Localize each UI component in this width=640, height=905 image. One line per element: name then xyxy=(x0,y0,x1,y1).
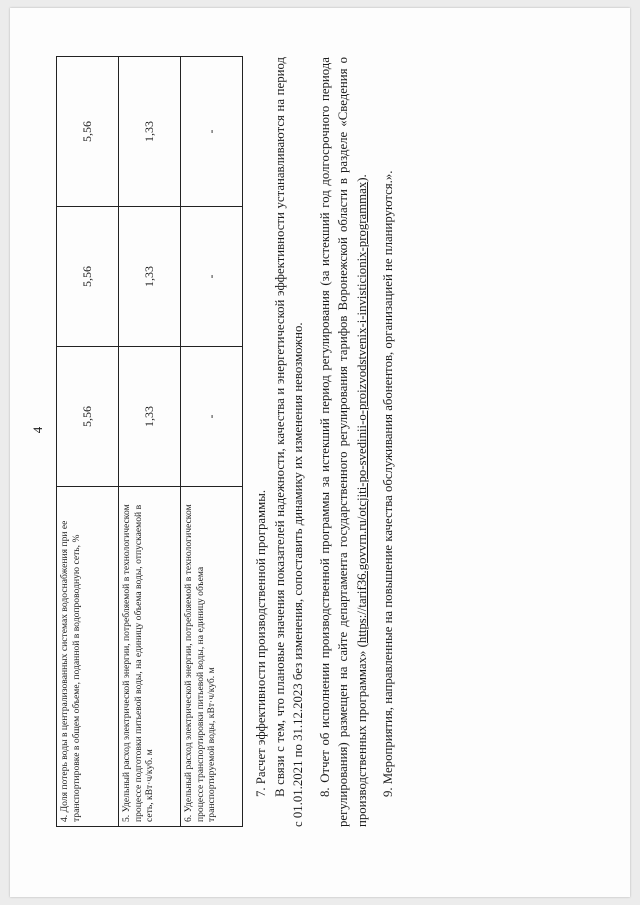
indicator-value-2021: - xyxy=(181,347,243,487)
table-row xyxy=(57,57,119,827)
section-7-heading: 7. Расчет эффективности производственной программы. xyxy=(254,489,268,797)
indicator-value-2023: 1,33 xyxy=(119,57,181,207)
indicator-label: 6. Удельный расход электрической энергии, потребляемой в технологическом процессе транспортировки питьевой воды, на единицу объема транспортируемой воды, кВт·ч/куб. м xyxy=(181,487,243,827)
indicator-value-2021: 5,56 xyxy=(57,347,119,487)
indicator-label: 4. Доля потерь воды в централизованных системах водоснабжения при ее транспортировке в общем объеме, поданной в водопроводную сеть, % xyxy=(57,487,119,827)
section-7-body: В связи с тем, что плановые значения показателей надежности, качества и энергетической эффективности устанавливаются на период с 01.01.2021 по 31.12.2023 без изменения, сопоставить динамику их изменения невозможно. xyxy=(272,57,305,827)
document-text xyxy=(252,57,398,827)
indicator-value-2022: 1,33 xyxy=(119,207,181,347)
indicator-value-2023: - xyxy=(181,57,243,207)
indicator-value-2021: 1,33 xyxy=(119,347,181,487)
tariff-report-link[interactable]: https://tarif36.govvrn.ru/otcjiti-po-svedinii-o-proizvodstvenix-i-invisticionix-programmax xyxy=(354,181,369,644)
indicator-value-2022: - xyxy=(181,207,243,347)
indicator-value-2022: 5,56 xyxy=(57,207,119,347)
section-8-text: 8. Отчет об исполнении производственной программы за истекший период регулирования (за истекший год долгосрочного периода регулирования) размещен на сайте департамента государственного регулирования тарифов Воронежской области в разделе «Сведения о производственных программах» ( xyxy=(317,57,369,827)
page-number: 4 xyxy=(30,426,45,434)
table-row xyxy=(119,57,181,827)
indicators-table xyxy=(56,56,243,827)
section-8-tail: ). xyxy=(354,174,369,182)
indicator-label: 5. Удельный расход электрической энергии, потребляемой в технологическом процессе подготовки питьевой воды, на единицу объема воды, отпускаемой в сеть, кВт·ч/куб. м xyxy=(119,487,181,827)
table-row xyxy=(181,57,243,827)
section-9-body: 9. Мероприятия, направленные на повышение качества обслуживания абонентов, организацией не планируются.». xyxy=(381,170,395,797)
section-8-body xyxy=(316,57,372,827)
indicator-value-2023: 5,56 xyxy=(57,57,119,207)
